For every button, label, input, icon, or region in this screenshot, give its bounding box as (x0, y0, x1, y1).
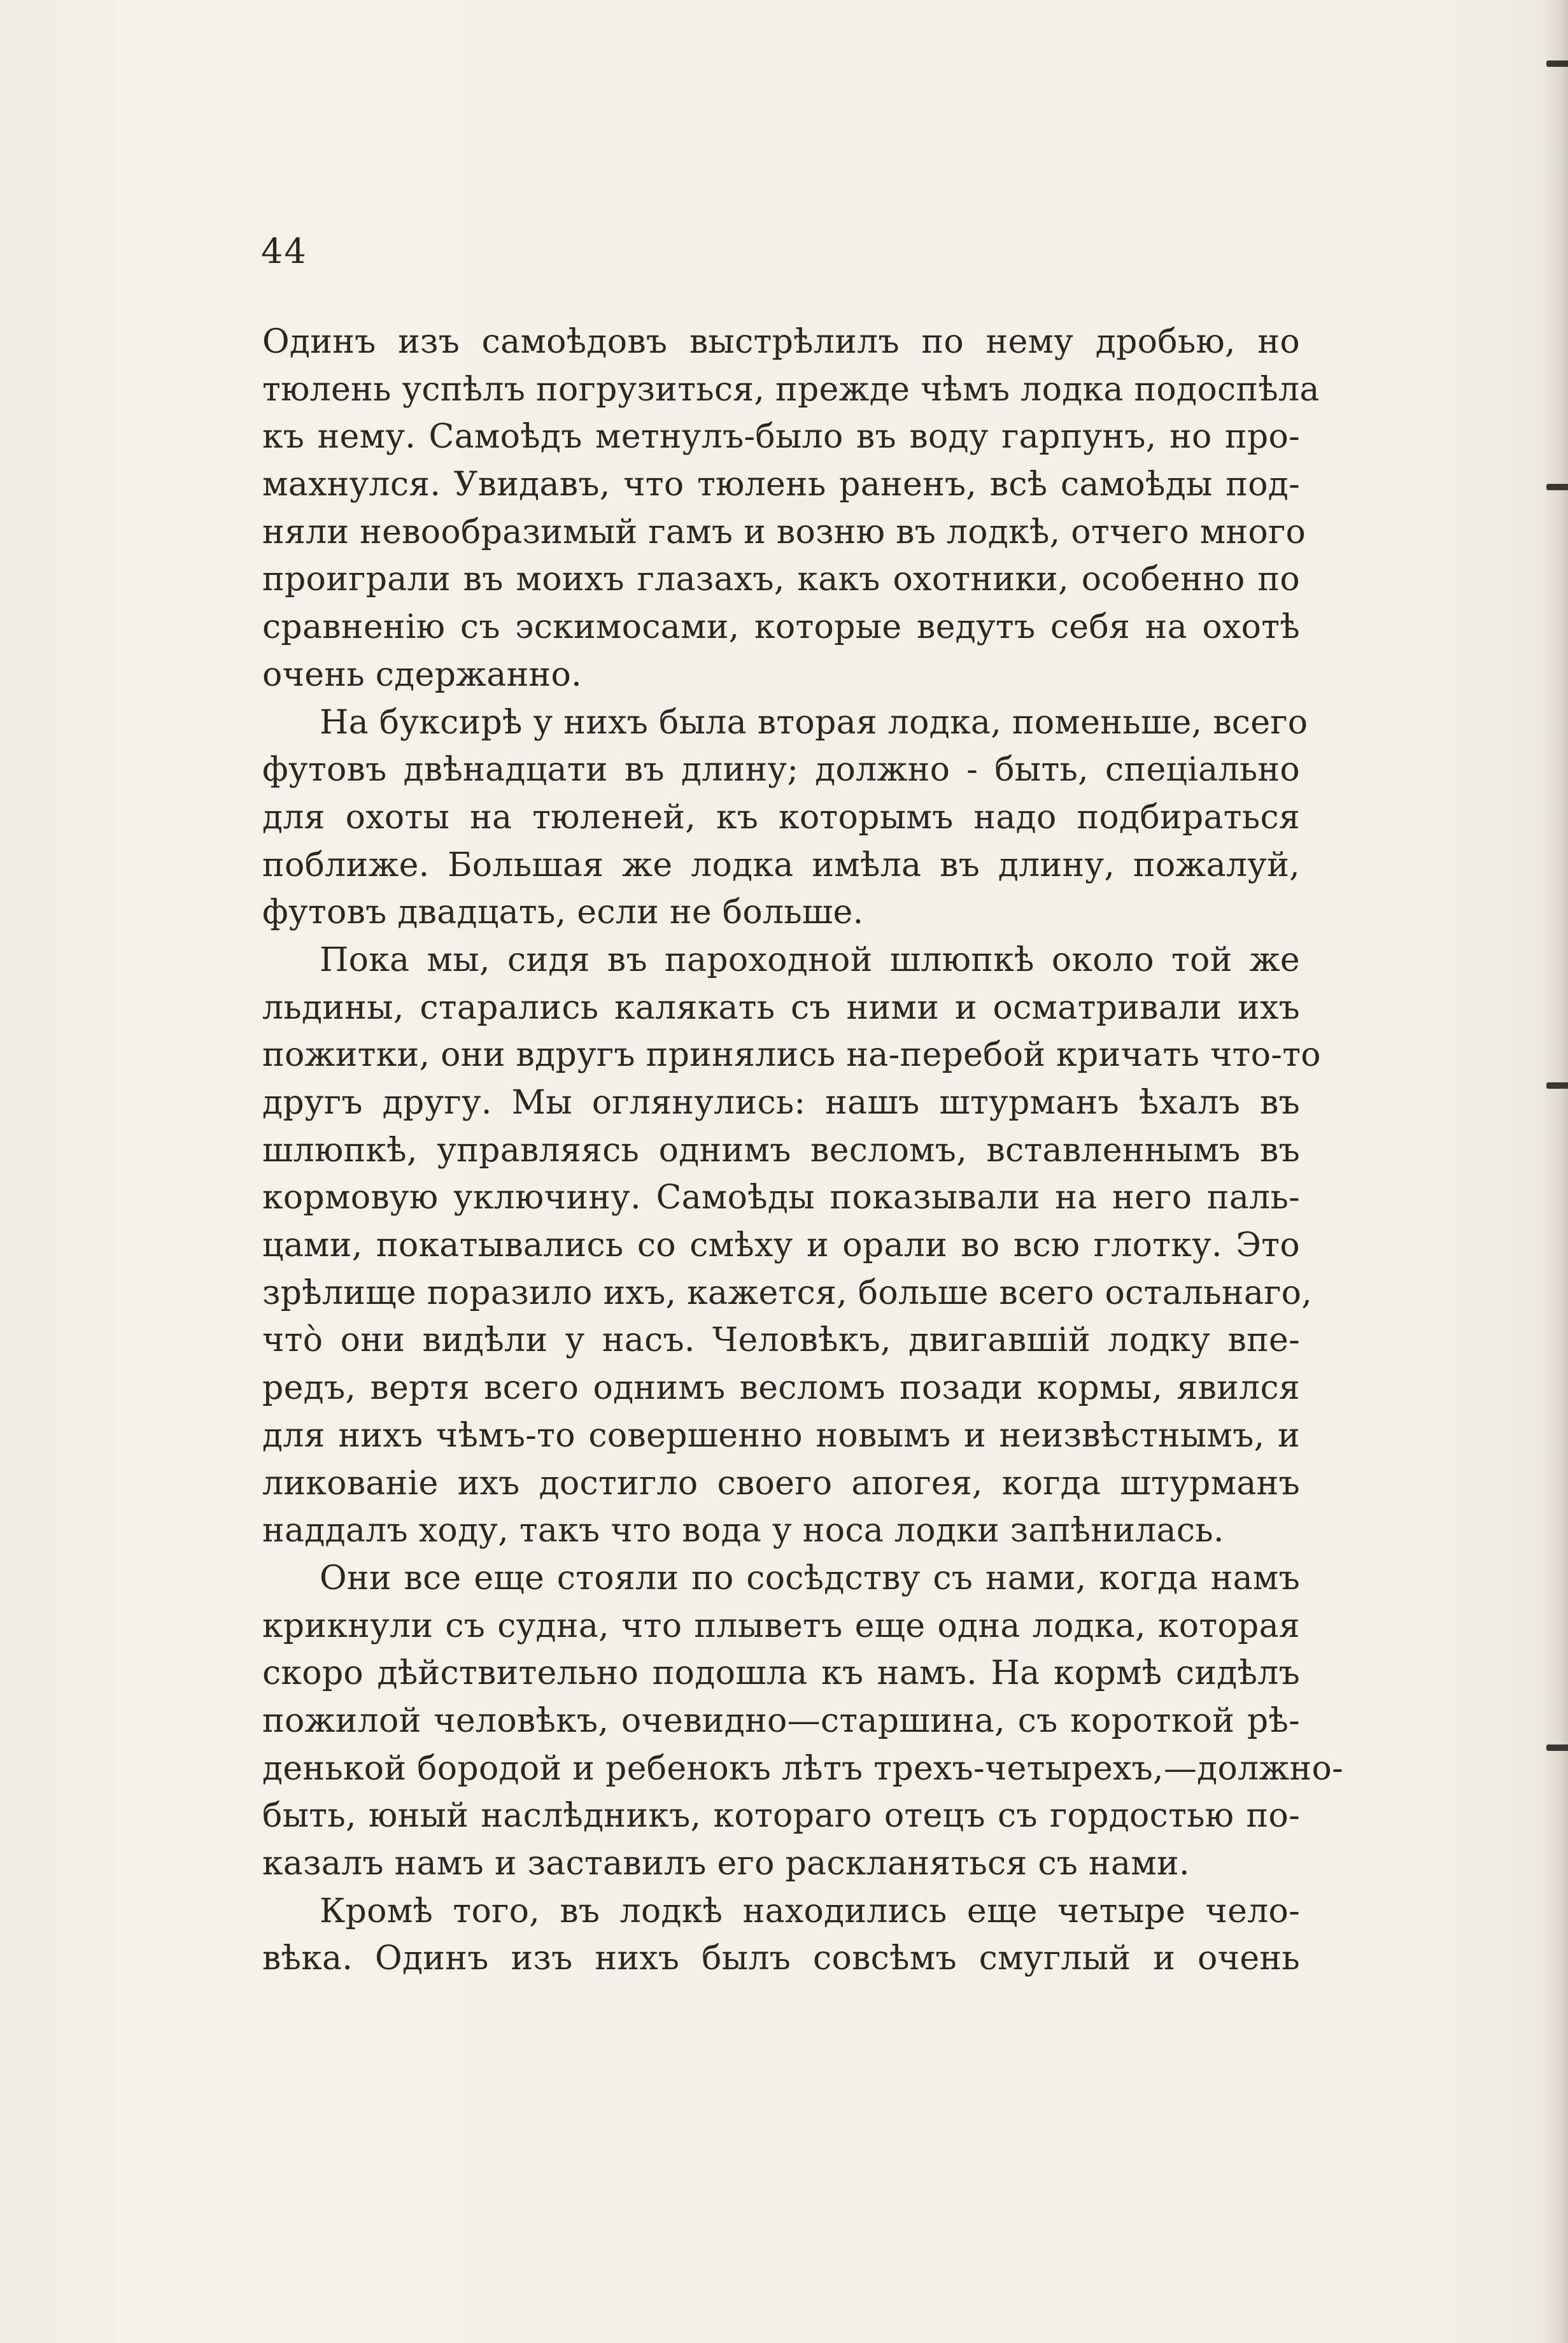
text-line: тюлень успѣлъ погрузиться, прежде чѣмъ лодка подоспѣла (262, 370, 1320, 409)
text-line: проиграли въ моихъ глазахъ, какъ охотники, особенно по (262, 560, 1300, 599)
text-line: Кромѣ того, въ лодкѣ находились еще четыре чело- (320, 1892, 1300, 1930)
text-line: цами, покатывались со смѣху и орали во всю глотку. Это (262, 1226, 1300, 1265)
text-line: другъ другу. Мы оглянулись: нашъ штурманъ ѣхалъ въ (262, 1084, 1300, 1122)
text-line: къ нему. Самоѣдъ метнулъ-было въ воду гарпунъ, но про- (262, 418, 1300, 457)
binding-mark (1546, 1745, 1568, 1751)
text-line: пожитки, они вдругъ принялись на-перебой кричать что-то (262, 1036, 1321, 1075)
text-line: наддалъ ходу, такъ что вода у носа лодки запѣнилась. (262, 1511, 1224, 1550)
text-line: редъ, вертя всего однимъ весломъ позади кормы, явился (262, 1369, 1300, 1408)
text-line: для нихъ чѣмъ-то совершенно новымъ и неизвѣстнымъ, и (262, 1416, 1300, 1455)
text-line: сравненію съ эскимосами, которые ведутъ себя на охотѣ (262, 608, 1300, 647)
page-number: 44 (261, 231, 307, 271)
body-text (262, 318, 1343, 1983)
page-edge-shadow (1543, 0, 1568, 2343)
text-line: махнулся. Увидавъ, что тюлень раненъ, всѣ самоѣды под- (262, 465, 1300, 504)
text-line: футовъ двѣнадцати въ длину; должно - быть, спеціально (262, 751, 1300, 789)
text-line: крикнули съ судна, что плыветъ еще одна лодка, которая (262, 1606, 1300, 1645)
text-line: зрѣлище поразило ихъ, кажется, больше всего остальнаго, (262, 1273, 1313, 1312)
text-line: для охоты на тюленей, къ которымъ надо подбираться (262, 798, 1300, 837)
text-line: кормовую уключину. Самоѣды показывали на него паль- (262, 1179, 1300, 1217)
text-line: няли невообразимый гамъ и возню въ лодкѣ, отчего много (262, 513, 1306, 551)
text-line: Они все еще стояли по сосѣдству съ нами, когда намъ (320, 1559, 1300, 1597)
text-line: поближе. Большая же лодка имѣла въ длину, пожалуй, (262, 846, 1300, 884)
text-line: что̀ они видѣли у насъ. Человѣкъ, двигавшій лодку впе- (262, 1321, 1300, 1360)
binding-mark (1546, 484, 1568, 490)
text-line: быть, юный наслѣдникъ, котораго отецъ съ гордостью по- (262, 1797, 1300, 1836)
text-line: ликованіе ихъ достигло своего апогея, когда штурманъ (262, 1464, 1300, 1503)
binding-mark (1546, 60, 1568, 67)
text-line: льдины, старались калякать съ ними и осматривали ихъ (262, 988, 1300, 1027)
text-line: вѣка. Одинъ изъ нихъ былъ совсѣмъ смуглый и очень (262, 1939, 1300, 1978)
text-line: футовъ двадцать, если не больше. (262, 893, 864, 932)
text-line: Пока мы, сидя въ пароходной шлюпкѣ около той же (320, 940, 1300, 979)
text-line: очень сдержанно. (262, 655, 582, 694)
text-line: денькой бородой и ребенокъ лѣтъ трехъ-четырехъ,—должно- (262, 1749, 1343, 1788)
text-line: На буксирѣ у нихъ была вторая лодка, поменьше, всего (320, 703, 1308, 742)
text-line: пожилой человѣкъ, очевидно—старшина, съ короткой рѣ- (262, 1701, 1300, 1740)
text-line: казалъ намъ и заставилъ его раскланяться съ нами. (262, 1844, 1190, 1883)
binding-mark (1546, 1082, 1568, 1089)
text-line: Одинъ изъ самоѣдовъ выстрѣлилъ по нему дробью, но (262, 323, 1300, 361)
text-line: шлюпкѣ, управляясь однимъ весломъ, вставленнымъ въ (262, 1131, 1300, 1170)
text-line: скоро дѣйствительно подошла къ намъ. На кормѣ сидѣлъ (262, 1654, 1300, 1693)
